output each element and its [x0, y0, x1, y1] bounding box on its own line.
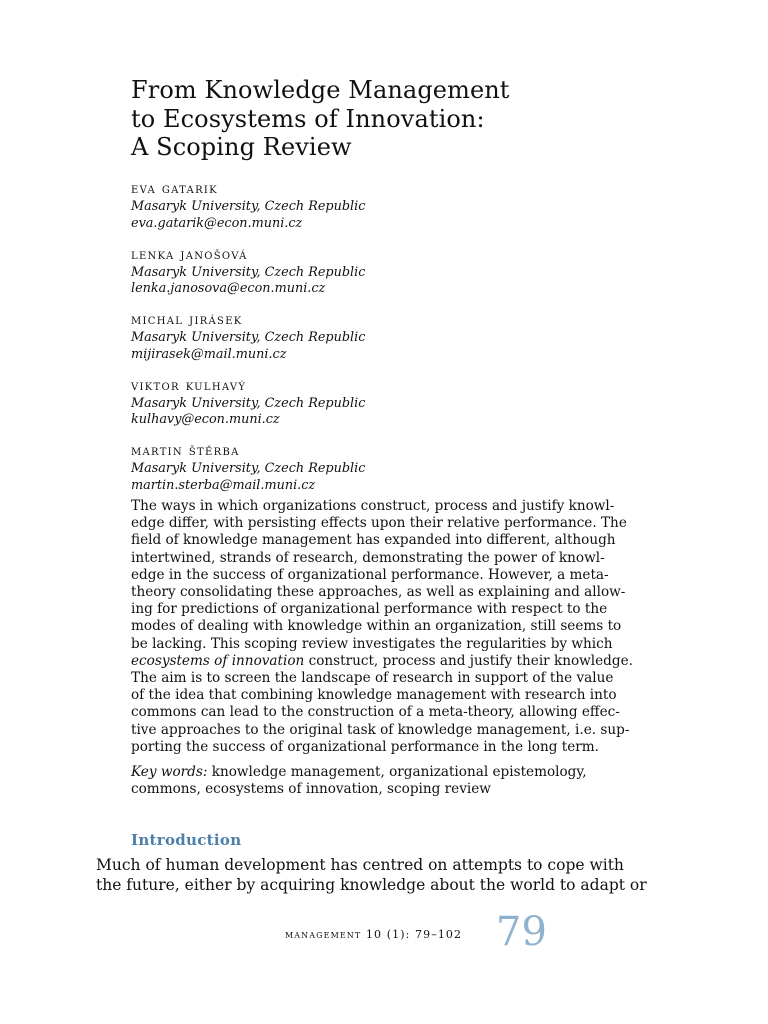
- body-line: Much of human development has centred on attempts to cope with: [96, 856, 624, 874]
- author-block: [131, 443, 651, 494]
- abstract-line: edge in the success of organizational performance. However, a meta-: [131, 566, 609, 583]
- author-name: viktor kulhavý: [131, 377, 247, 394]
- abstract-line: modes of dealing with knowledge within an organization, still seems to: [131, 618, 622, 635]
- author-affiliation: Masaryk University, Czech Republic: [131, 461, 366, 476]
- abstract-line-emphasis: [131, 653, 646, 670]
- keywords: [131, 764, 646, 798]
- abstract-line: tive approaches to the original task of knowledge management, i.e. sup-: [131, 721, 630, 738]
- title-line-1: From Knowledge Management: [131, 76, 510, 104]
- keywords-line-1: [131, 764, 646, 781]
- abstract: [131, 498, 646, 756]
- author-name: michal jirásek: [131, 312, 243, 328]
- title-line-3: A Scoping Review: [131, 133, 352, 161]
- abstract-line: edge differ, with persisting effects upon their relative performance. The: [131, 515, 627, 532]
- abstract-line: be lacking. This scoping review investigates the regularities by which: [131, 635, 613, 652]
- abstract-line: of the idea that combining knowledge management with research into: [131, 687, 617, 704]
- author-affiliation: Masaryk University, Czech Republic: [131, 199, 366, 214]
- author-email: lenka.janosova@econ.muni.cz: [131, 281, 326, 296]
- author-name: martin štěrba: [131, 443, 240, 459]
- abstract-emphasis: ecosystems of innovation: [131, 652, 305, 669]
- author-block: [131, 181, 651, 232]
- author-name: eva gatarik: [131, 181, 218, 197]
- abstract-line: The ways in which organizations construct, process and justify knowl-: [131, 498, 615, 514]
- abstract-line: field of knowledge management has expanded into different, although: [131, 532, 616, 549]
- abstract-line: theory consolidating these approaches, as well as explaining and allow-: [131, 584, 626, 601]
- author-affiliation: Masaryk University, Czech Republic: [131, 264, 366, 280]
- keywords-line-2: commons, ecosystems of innovation, scoping review: [131, 781, 491, 798]
- author-block: [131, 312, 651, 363]
- title-line-2: to Ecosystems of Innovation:: [131, 104, 485, 133]
- abstract-emphasis-tail: construct, process and justify their knowledge.: [304, 652, 633, 669]
- abstract-line: intertwined, strands of research, demonstrating the power of knowl-: [131, 549, 605, 566]
- body-line: the future, either by acquiring knowledge about the world to adapt or: [96, 875, 647, 894]
- abstract-line: commons can lead to the construction of a meta-theory, allowing effec-: [131, 704, 620, 721]
- body-paragraph: [96, 856, 656, 895]
- section-heading: Introduction: [131, 831, 242, 849]
- journal-citation: [285, 928, 462, 941]
- abstract-line: ing for predictions of organizational performance with respect to the: [131, 601, 608, 618]
- author-email: martin.sterba@mail.muni.cz: [131, 477, 316, 493]
- author-email: kulhavy@econ.muni.cz: [131, 412, 280, 427]
- keywords-label: Key words:: [131, 764, 208, 780]
- page-number: 79: [496, 909, 547, 955]
- author-name: lenka janošová: [131, 246, 248, 263]
- abstract-line: porting the success of organizational performance in the long term.: [131, 738, 599, 755]
- author-email: mijirasek@mail.muni.cz: [131, 346, 287, 362]
- journal-citation-text: management 10 (1): 79–102: [285, 928, 463, 941]
- author-affiliation: Masaryk University, Czech Republic: [131, 395, 366, 411]
- author-email: eva.gatarik@econ.muni.cz: [131, 215, 303, 231]
- author-affiliation: Masaryk University, Czech Republic: [131, 330, 366, 345]
- author-block: [131, 378, 651, 429]
- abstract-line: The aim is to screen the landscape of research in support of the value: [131, 670, 614, 687]
- keywords-list-start: knowledge management, organizational epistemology,: [207, 764, 587, 780]
- article-title: [131, 76, 691, 162]
- author-list: [131, 181, 651, 509]
- author-block: [131, 247, 651, 298]
